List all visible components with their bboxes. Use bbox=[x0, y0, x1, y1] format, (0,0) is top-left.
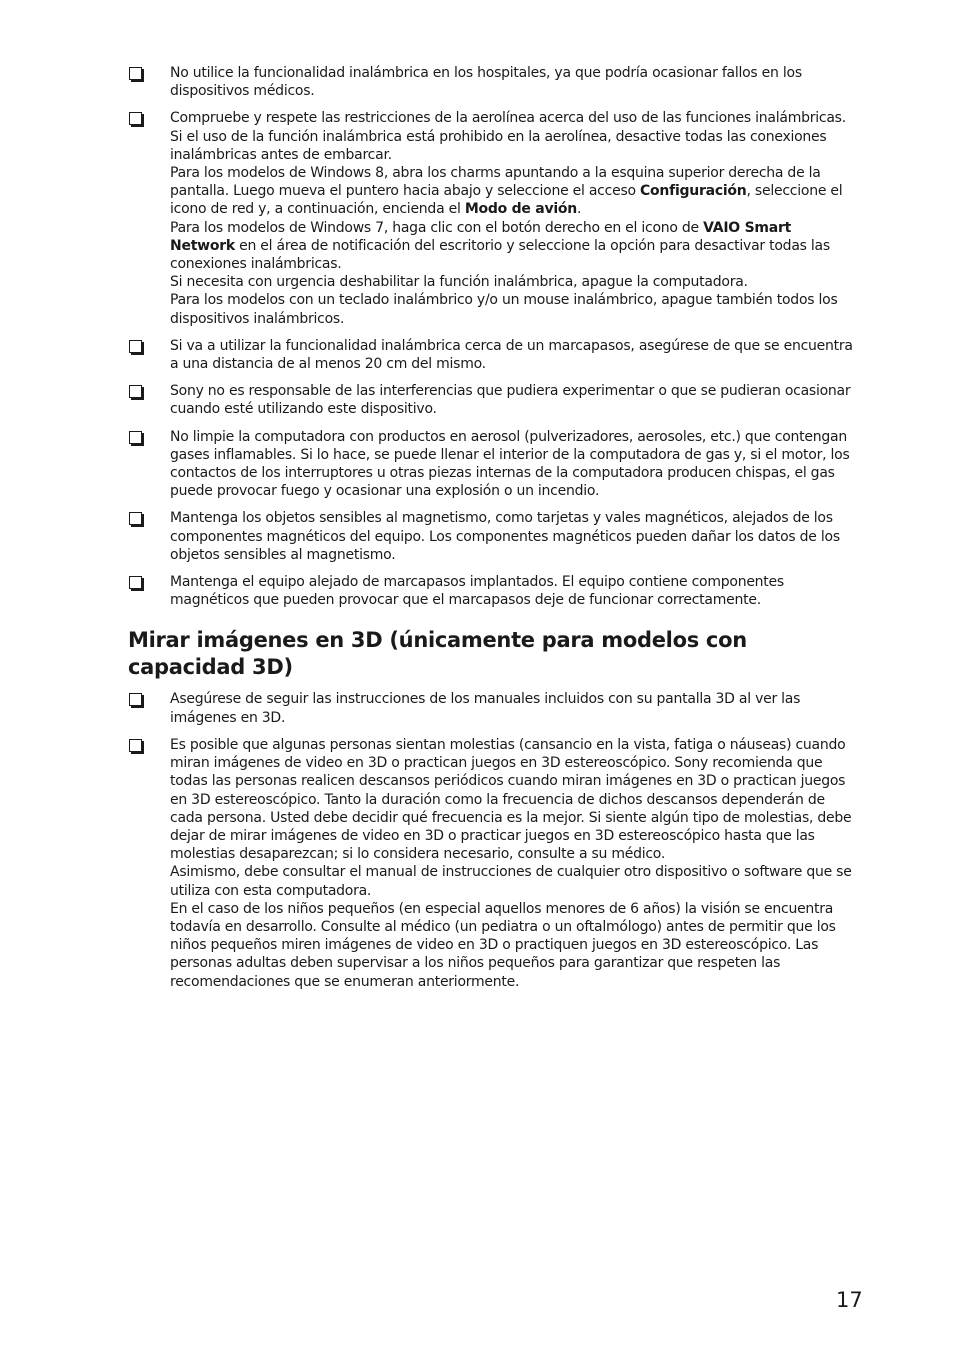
ui-term-vaio-smart-network: VAIO Smart Network bbox=[170, 219, 792, 254]
paragraph: Si va a utilizar la funcionalidad inalámbrica cerca de un marcapasos, asegúrese de que se encuentra a una distancia de al menos 20 cm del mismo. bbox=[170, 337, 853, 373]
list-item bbox=[128, 736, 860, 991]
paragraph bbox=[170, 164, 860, 219]
list-item bbox=[128, 382, 860, 418]
list-item bbox=[128, 109, 860, 327]
list-item-text bbox=[170, 573, 860, 609]
text-run: en el área de notificación del escritorio y seleccione la opción para desactivar todas las conexiones inalámbricas. bbox=[170, 237, 830, 273]
paragraph: Asegúrese de seguir las instrucciones de los manuales incluidos con su pantalla 3D al ver las imágenes en 3D. bbox=[170, 691, 801, 726]
text-run: . bbox=[576, 201, 582, 218]
checkbox-bullet-icon bbox=[129, 693, 142, 706]
paragraph: No limpie la computadora con productos en aerosol (pulverizadores, aerosoles, etc.) que contengan gases inflamables. Si lo hace, se puede llenar el interior de la computadora de gas y, si el motor, los contactos de los interruptores u otras piezas internas de la computadora producen chispas, el gas puede provocar fuego y ocasionar una explosión o un incendio. bbox=[170, 428, 850, 500]
list-item-text bbox=[170, 690, 860, 726]
list-item bbox=[128, 428, 860, 501]
paragraph: Asimismo, debe consultar el manual de instrucciones de cualquier otro dispositivo o software que se utiliza con esta computadora. bbox=[170, 864, 852, 899]
checkbox-bullet-icon bbox=[129, 67, 142, 80]
list-item-text bbox=[170, 64, 860, 100]
paragraph: Es posible que algunas personas sientan molestias (cansancio en la vista, fatiga o náuseas) cuando miran imágenes de video en 3D o practican juegos en 3D estereoscópico. Sony recomienda que todas las personas realicen descansos periódicos cuando miran imágenes en 3D o practican juegos en 3D estereoscópico. Tanto la duración como la frecuencia de dichos descansos dependerán de cada persona. Usted debe decidir qué frecuencia es la mejor. Si siente algún tipo de molestias, debe dejar de mirar imágenes de video en 3D o practicar juegos en 3D estereoscópico hasta que las molestias desaparezcan; si lo considera necesario, consulte a su médico. bbox=[170, 736, 852, 863]
list-item-text bbox=[170, 337, 860, 373]
paragraph: Sony no es responsable de las interferencias que pudiera experimentar o que se pudieran ocasionar cuando esté utilizando este dispositivo. bbox=[170, 383, 851, 418]
paragraph: Mantenga el equipo alejado de marcapasos implantados. El equipo contiene componentes magnéticos que pueden provocar que el marcapasos deje de funcionar correctamente. bbox=[170, 574, 784, 609]
list-item bbox=[128, 64, 860, 100]
checkbox-bullet-icon bbox=[129, 739, 142, 752]
text-run: Para los modelos de Windows 7, haga clic con el botón derecho en el icono de bbox=[170, 219, 704, 236]
checkbox-bullet-icon bbox=[129, 512, 142, 525]
paragraph: Si necesita con urgencia deshabilitar la función inalámbrica, apague la computadora. bbox=[170, 274, 748, 291]
checkbox-bullet-icon bbox=[129, 340, 142, 353]
list-item bbox=[128, 690, 860, 726]
list-item bbox=[128, 509, 860, 564]
paragraph: Compruebe y respete las restricciones de la aerolínea acerca del uso de las funciones inalámbricas. Si el uso de la función inalámbrica está prohibido en la aerolínea, desactive todas las conexiones inalámbricas antes de embarcar. bbox=[170, 110, 846, 163]
list-item bbox=[128, 573, 860, 609]
list-item-text bbox=[170, 382, 860, 418]
checkbox-bullet-icon bbox=[129, 112, 142, 125]
list-item bbox=[128, 337, 860, 373]
ui-term-modo-avion: Modo de avión bbox=[464, 201, 577, 218]
list-item-text bbox=[170, 509, 860, 564]
paragraph: Para los modelos con un teclado inalámbrico y/o un mouse inalámbrico, apague también todos los dispositivos inalámbricos. bbox=[170, 292, 838, 327]
list-item-text bbox=[170, 736, 860, 991]
page-content bbox=[128, 64, 860, 1000]
text-run: , seleccione el icono de red y, a continuación, encienda el bbox=[170, 183, 843, 218]
ui-term-configuracion: Configuración bbox=[640, 183, 747, 200]
checkbox-bullet-icon bbox=[129, 385, 142, 398]
list-item-text bbox=[170, 109, 860, 327]
section-heading: Mirar imágenes en 3D (únicamente para modelos con capacidad 3D) bbox=[128, 628, 747, 680]
checkbox-bullet-icon bbox=[129, 576, 142, 589]
checkbox-bullet-icon bbox=[129, 431, 142, 444]
paragraph: No utilice la funcionalidad inalámbrica en los hospitales, ya que podría ocasionar fallos en los dispositivos médicos. bbox=[170, 65, 802, 100]
text-run: Para los modelos de Windows 8, abra los charms apuntando a la esquina superior derecha de la pantalla. Luego mueva el puntero hacia abajo y seleccione el acceso bbox=[170, 165, 821, 200]
paragraph: Mantenga los objetos sensibles al magnetismo, como tarjetas y vales magnéticos, alejados de los componentes magnéticos del equipo. Los componentes magnéticos pueden dañar los datos de los objetos sensibles al magnetismo. bbox=[170, 510, 840, 563]
paragraph bbox=[170, 219, 860, 274]
paragraph: En el caso de los niños pequeños (en especial aquellos menores de 6 años) la visión se encuentra todavía en desarrollo. Consulte al médico (un pediatra o un oftalmólogo) antes de permitir que los niños pequeños miren imágenes de video en 3D o practiquen juegos en 3D estereoscópico. Las personas adultas deben supervisar a los niños pequeños para garantizar que respeten las recomendaciones que se enumeran anteriormente. bbox=[170, 900, 836, 990]
page-number: 17 bbox=[836, 1288, 863, 1312]
list-item-text bbox=[170, 428, 860, 501]
